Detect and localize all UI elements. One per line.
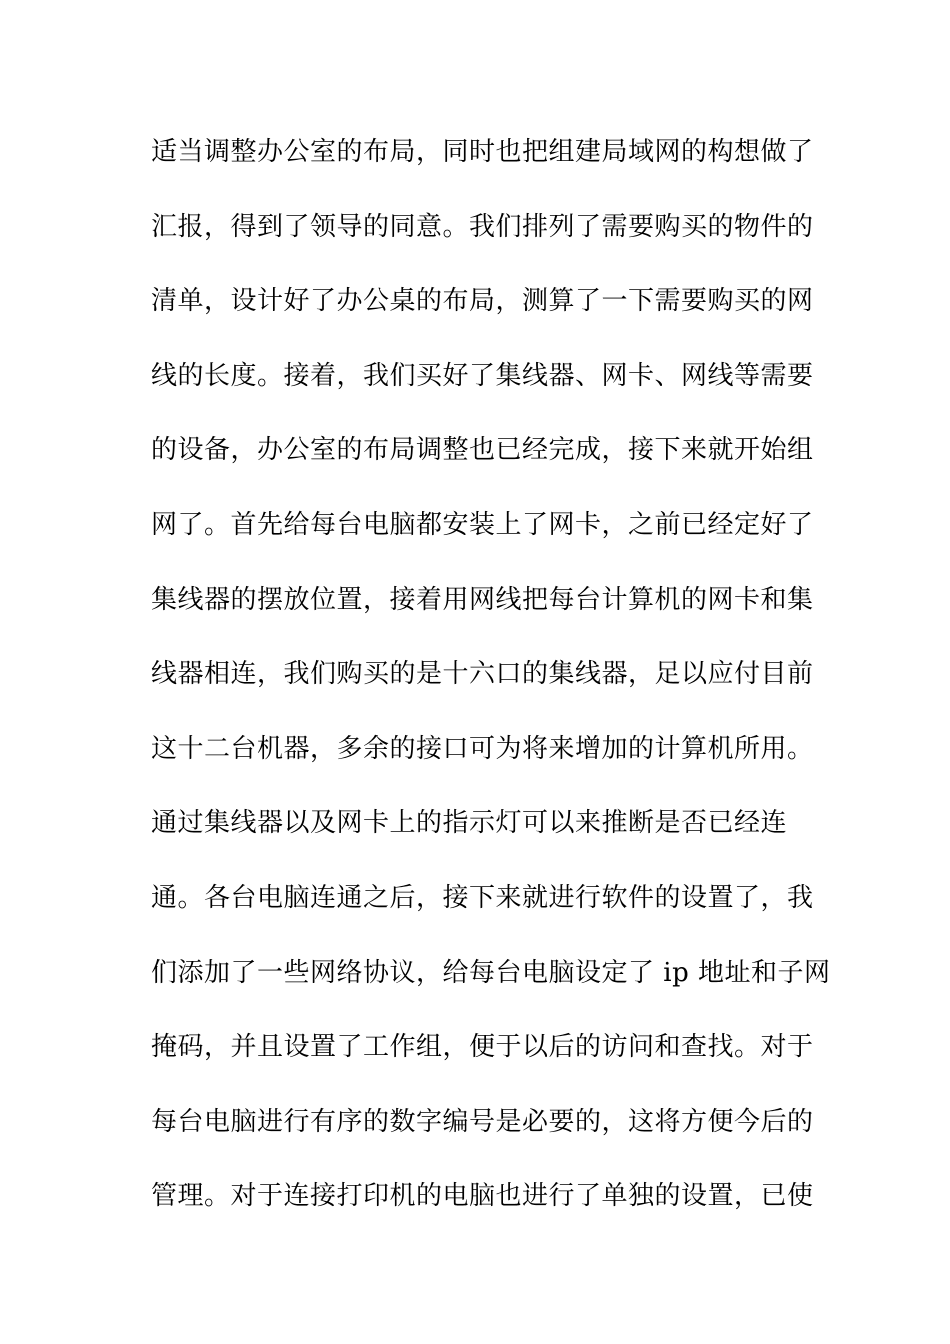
text-line: 汇报，得到了领导的同意。我们排列了需要购买的物件的 — [151, 211, 814, 242]
text-line: 们添加了一些网络协议，给每台电脑设定了 ip 地址和子网 — [151, 957, 831, 988]
text-line: 的设备，办公室的布局调整也已经完成，接下来就开始组 — [151, 435, 814, 466]
text-line: 掩码，并且设置了工作组，便于以后的访问和查找。对于 — [151, 1032, 814, 1063]
text-line: 这十二台机器，多余的接口可为将来增加的计算机所用。 — [151, 733, 814, 764]
text-line: 网了。首先给每台电脑都安装上了网卡，之前已经定好了 — [151, 509, 814, 540]
text-line: 管理。对于连接打印机的电脑也进行了单独的设置，已使 — [151, 1181, 814, 1212]
text-line: 适当调整办公室的布局，同时也把组建局域网的构想做了 — [151, 137, 814, 167]
text-line: 每台电脑进行有序的数字编号是必要的，这将方便今后的 — [151, 1106, 814, 1137]
text-line: 清单，设计好了办公桌的布局，测算了一下需要购买的网 — [151, 286, 814, 317]
text-line: 集线器的摆放位置，接着用网线把每台计算机的网卡和集 — [151, 584, 814, 615]
text-line: 线的长度。接着，我们买好了集线器、网卡、网线等需要 — [151, 360, 814, 391]
body-text — [151, 131, 831, 1250]
text-line: 通过集线器以及网卡上的指示灯可以来推断是否已经连 — [151, 808, 788, 839]
text-line: 通。各台电脑连通之后，接下来就进行软件的设置了，我 — [151, 882, 814, 913]
text-line: 线器相连，我们购买的是十六口的集线器，足以应付目前 — [151, 659, 814, 690]
